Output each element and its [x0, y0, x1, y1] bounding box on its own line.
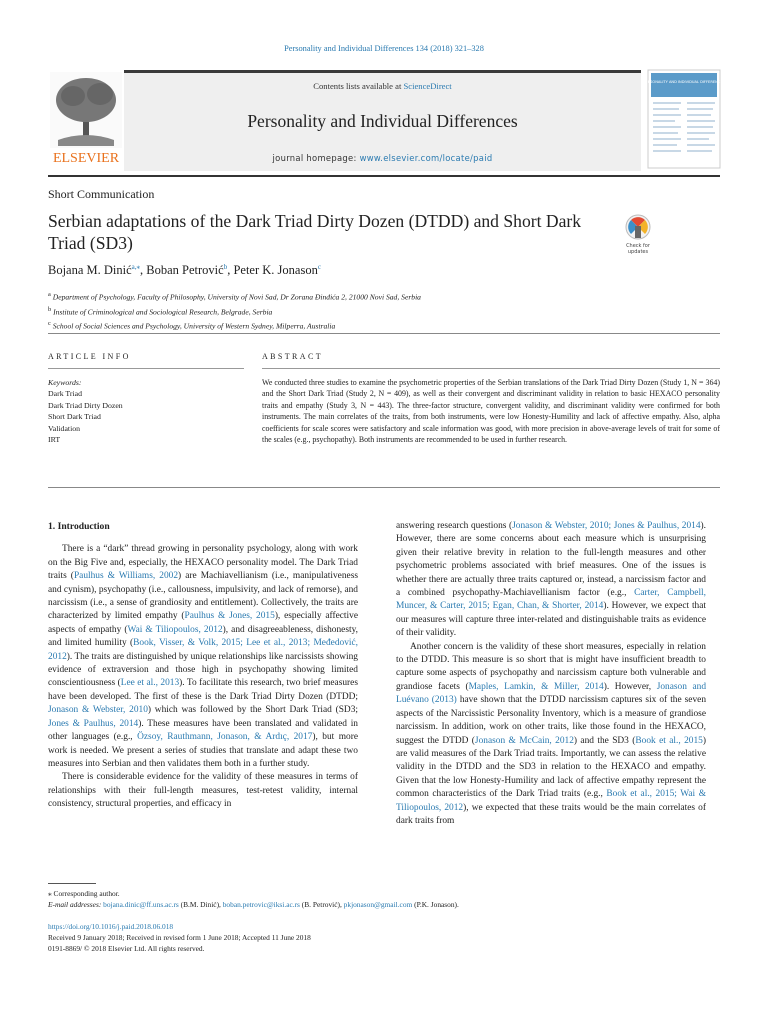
check-for-updates-icon[interactable]: [620, 212, 656, 260]
homepage-link[interactable]: www.elsevier.com/locate/paid: [359, 153, 493, 163]
keyword: Validation: [48, 423, 81, 433]
author-list: Bojana M. Dinić$^{a,⁎}$, Boban Petrović$^b$, Peter K. Jonason$^c$: [48, 263, 321, 278]
citation-link[interactable]: Book et al., 2015: [635, 735, 703, 746]
article-info-rule: [48, 368, 244, 369]
keyword: Dark Triad Dirty Dozen: [48, 400, 123, 410]
copyright: 0191-8869/ © 2018 Elsevier Ltd. All rights reserved.: [48, 944, 205, 953]
body-column-left: [48, 520, 358, 812]
title-line-2: Triad (SD3): [48, 233, 133, 253]
doi-link[interactable]: https://doi.org/10.1016/j.paid.2018.06.018: [48, 922, 174, 931]
paragraph: There is considerable evidence for the validity of these measures in terms of relationships with their full-length measures, test-retest validity, internal consistency, structural properties, and efficacy in: [48, 772, 358, 810]
abstract-rule: [262, 368, 720, 369]
author-3-affil[interactable]: c: [317, 263, 321, 271]
citation-link[interactable]: Lee et al., 2013: [120, 678, 180, 689]
author-1[interactable]: Bojana M. Dinić: [48, 263, 132, 278]
article-type: Short Communication: [48, 187, 155, 201]
citation-link[interactable]: Jonason & Webster, 2010; Jones & Paulhus, 2014: [512, 521, 701, 531]
svg-text:PERSONALITY AND INDIVIDUAL DIF: PERSONALITY AND INDIVIDUAL DIFFERENCES: [643, 80, 725, 84]
email-link[interactable]: bojana.dinic@ff.uns.ac.rs: [103, 900, 179, 909]
paragraph: answering research questions (Jonason & Webster, 2010; Jones & Paulhus, 2014). However, there are some concerns about each measure which is unsurprising given their relative brevity in relation to the full-length measures and other psychometric problems associated with brief measures. One of the issues is whether there are actually three traits captured or, instead, a narcissism factor and a combined psychopathy-Machiavellianism factor (e.g., Carter, Campbell, Muncer, & Carter, 2015; Egan, Chan, & Shorter, 2014). However, we expect that our measures will capture three inter-related and distinguishable traits as evidence of their validity.: [396, 521, 707, 639]
masthead-band: [124, 70, 641, 171]
affiliation-b: $^b$ Institute of Criminological and Sociological Research, Belgrade, Serbia: [48, 305, 273, 317]
paragraph: Another concern is the validity of these short measures, especially in relation to the DTDD. This measure is so short that is might have insufficient breadth to capture some aspects of psychopathy and narcissism capture both vulnerable and grandiose facets (Maples, Lamkin, & Miller, 2014). However, Jonason and Luévano (2013) have shown that the DTDD narcissism captures six of the seven aspects of the Narcissistic Personality Inventory, which is a measure of grandiose narcissism. In addition, work on other traits, like those found in the HEXACO, suggest the DTDD (Jonason & McCain, 2012) and the SD3 (Book et al., 2015) are valid measures of the Dark Triad traits. Importantly, we can assess the relative validity in the DTDD and the SD3 in relation to the HEXACO and empathy. Given that the low Honesty-Humility and lack of affective empathy represent the common characteristics of the Dark Triad traits (e.g., Book et al., 2015; Wai & Tiliopoulos, 2012), we expected that these traits would be the main correlates of dark traits from: [396, 641, 707, 826]
affiliations: [48, 289, 421, 333]
author-3[interactable]: Peter K. Jonason: [233, 263, 318, 278]
elsevier-tree-logo: [48, 70, 124, 168]
footnote-rule: [48, 883, 96, 884]
affiliation-a: $^a$ Department of Psychology, Faculty of Philosophy, University of Novi Sad, Dr Zorana Đinđića 2, 21000 Novi Sad, Serbia: [48, 291, 421, 302]
footnotes: [48, 888, 720, 910]
citation-link[interactable]: Maples, Lamkin, & Miller, 2014: [468, 681, 604, 692]
abstract-text: We conducted three studies to examine the psychometric properties of the Serbian translations of the Dark Triad Dirty Dozen (Study 1, N = 364) and the Short Dark Triad (Study 2, N = 409), as well as their convergent and discriminant validity in relation to basic HEXACO personality traits and empathy (Study 3, N = 443). The three-factor structure, convergent validity, and discriminant validity were confirmed for both instruments. The main correlates of the traits, from both instruments, were low Honesty-Humility and lack of affective empathy. Also, alpha coefficients for scale scores were satisfactory and scale information was good, with more precision in above-average levels of trait for some of the scales (e.g., psychopathy). Both instruments are recommended to be used in further research.: [262, 378, 720, 445]
masthead-rule: [48, 175, 720, 177]
citation-link[interactable]: Jonason & McCain, 2012: [474, 735, 574, 746]
journal-cover-thumbnail: [643, 70, 725, 168]
article-info-label: ARTICLE INFO: [48, 352, 131, 361]
citation-link[interactable]: Wai & Tiliopoulos, 2012: [127, 624, 223, 635]
svg-text:Check for: Check for: [626, 243, 650, 249]
keywords-heading: Keywords:: [48, 378, 82, 387]
citation-link[interactable]: Paulhus & Williams, 2002: [73, 571, 179, 582]
citation-link[interactable]: Özsoy, Rauthmann, Jonason, & Ardıç, 2017: [137, 732, 313, 743]
abstract-bottom-rule: [48, 487, 720, 488]
citation-link[interactable]: Carter, Campbell, Muncer, & Carter, 2015; Egan, Chan, & Shorter, 2014: [396, 588, 707, 612]
contents-line: Contents lists available at ScienceDirect: [313, 81, 452, 91]
section-heading-introduction: 1. Introduction: [48, 521, 110, 532]
sciencedirect-link[interactable]: ScienceDirect: [403, 81, 452, 91]
affiliation-c: $^c$ School of Social Sciences and Psychology, University of Western Sydney, Milperra, Australia: [48, 320, 336, 331]
keyword: Short Dark Triad: [48, 412, 101, 422]
citation-link[interactable]: Jones & Paulhus, 2014: [48, 718, 139, 729]
citation-link[interactable]: Jonason and Luévano (2013): [396, 681, 707, 706]
citation-link[interactable]: Book, Visser, & Volk, 2015; Lee et al., 2013; Međedović, 2012: [48, 638, 358, 662]
abstract-label: ABSTRACT: [262, 352, 323, 361]
author-2[interactable]: Boban Petrović: [146, 263, 224, 278]
masthead: [48, 70, 725, 170]
received-dates: Received 9 January 2018; Received in revised form 1 June 2018; Accepted 11 June 2018: [48, 933, 311, 942]
email-link[interactable]: pkjonason@gmail.com: [343, 900, 413, 909]
citation-link[interactable]: Jonason & Webster, 2010: [48, 705, 148, 716]
article-title: [48, 210, 618, 254]
paragraph: There is a “dark” thread growing in personality psychology, along with work on the Big Five and, especially, the HEXACO personality model. The Dark Triad traits (Paulhus & Williams, 2002) are Machiavellianism (i.e., manipulativeness and cynism), psychopathy (i.e., callousness, impulsivity, and lack of remorse), and narcissism (i.e., a sense of grandiosity and entitlement). Collectively, the traits are characterized by limited empathy (Paulhus & Jones, 2015), especially affective aspects of empathy (Wai & Tiliopoulos, 2012), and disagreeableness, dishonesty, and limited humility (Book, Visser, & Volk, 2015; Lee et al., 2013; Međedović, 2012). The traits are distinguished by unique relationships like narcissists showing evidence of extraversion and those high in psychopathy showing limited conscientiousness (Lee et al., 2013). To facilitate this research, two brief measures have been developed. The first of these is the Dark Triad Dirty Dozen (DTDD; Jonason & Webster, 2010) which was followed by the Short Dark Triad (SD3; Jones & Paulhus, 2014). These measures have been translated and validated in other languages (e.g., Özsoy, Rauthmann, Jonason, & Ardıç, 2017), but more work is needed. We present a series of studies that translate and adapt these two measures into Serbian and then validates them both in a further study.: [48, 544, 358, 769]
citation-link[interactable]: Paulhus & Jones, 2015: [184, 611, 275, 622]
keyword: Dark Triad: [48, 389, 83, 399]
svg-text:updates: updates: [627, 249, 649, 255]
journal-name: Personality and Individual Differences: [247, 111, 518, 131]
author-1-affil[interactable]: a,⁎: [131, 263, 141, 271]
article-meta: [48, 921, 720, 954]
corresponding-author-note: ⁎ Corresponding author.: [48, 889, 120, 898]
title-line-1: Serbian adaptations of the Dark Triad Dirty Dozen (DTDD) and Short Dark: [48, 211, 582, 231]
journal-homepage: journal homepage: www.elsevier.com/locate/paid: [272, 153, 493, 163]
body-column-right: [396, 520, 706, 828]
journal-citation[interactable]: Personality and Individual Differences 134 (2018) 321–328: [284, 44, 484, 53]
header-rule: [48, 333, 720, 334]
author-2-affil[interactable]: b: [223, 263, 228, 271]
email-link[interactable]: boban.petrovic@iksi.ac.rs: [222, 900, 300, 909]
keyword: IRT: [48, 435, 61, 445]
email-addresses: E-mail addresses: bojana.dinic@ff.uns.ac.rs (B.M. Dinić), boban.petrovic@iksi.ac.rs (B. Petrović), pkjonason@gmail.com (P.K. Jonason).: [48, 900, 459, 909]
publisher-name: ELSEVIER: [52, 151, 120, 166]
citation-link[interactable]: Book et al., 2015; Wai & Tiliopoulos, 2012: [396, 789, 706, 813]
keywords-block: [48, 377, 244, 445]
